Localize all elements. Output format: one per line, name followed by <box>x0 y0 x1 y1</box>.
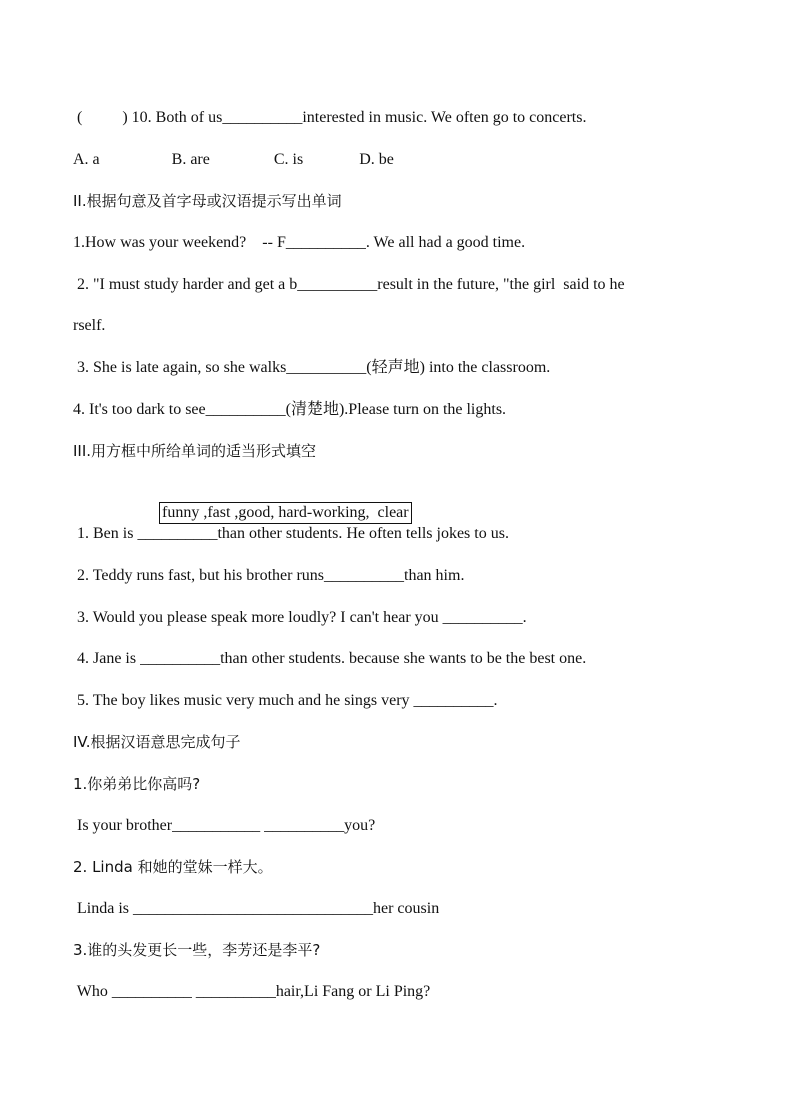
section-4-question-3-chinese: 3.谁的头发更长一些，李芳还是李平? <box>73 941 321 959</box>
section-3-question-4: 4. Jane is __________than other students. because she wants to be the best one. <box>73 650 587 667</box>
section-2-question-3: 3. She is late again, so she walks__________(轻声地) into the classroom. <box>73 359 551 376</box>
section-4-question-1-english: Is your brother___________ __________you? <box>73 817 376 834</box>
section-2-question-4: 4. It's too dark to see__________(清楚地).Please turn on the lights. <box>73 401 507 418</box>
section-3-question-1: 1. Ben is __________than other students. He often tells jokes to us. <box>73 525 509 542</box>
section-3-heading: III.用方框中所给单词的适当形式填空 <box>73 442 317 460</box>
section-2-question-2: 2. "I must study harder and get a b__________result in the future, "the girl said to he <box>73 276 625 293</box>
answer-options: A. a B. are C. is D. be <box>73 151 394 168</box>
question-10: ( ) 10. Both of us__________interested in music. We often go to concerts. <box>77 109 587 126</box>
section-3-question-5: 5. The boy likes music very much and he sings very __________. <box>73 692 498 709</box>
section-4-question-2-english: Linda is ______________________________her cousin <box>73 900 440 917</box>
section-4-heading: IV.根据汉语意思完成句子 <box>73 733 241 751</box>
section-2-heading: II.根据句意及首字母或汉语提示写出单词 <box>73 192 342 210</box>
word-box <box>151 482 412 524</box>
section-2-question-2-continued: rself. <box>73 317 106 334</box>
word-box-text: funny ,fast ,good, hard-working, clear <box>159 502 412 524</box>
section-4-question-2-chinese: 2. Linda 和她的堂妹一样大。 <box>73 858 273 876</box>
section-4-question-3-english: Who __________ __________hair,Li Fang or Li Ping? <box>73 983 431 1000</box>
section-3-question-2: 2. Teddy runs fast, but his brother runs__________than him. <box>73 567 465 584</box>
section-3-question-3: 3. Would you please speak more loudly? I can't hear you __________. <box>73 609 527 626</box>
section-2-question-1: 1.How was your weekend? -- F__________. We all had a good time. <box>73 234 526 251</box>
section-4-question-1-chinese: 1.你弟弟比你高吗? <box>73 775 201 793</box>
